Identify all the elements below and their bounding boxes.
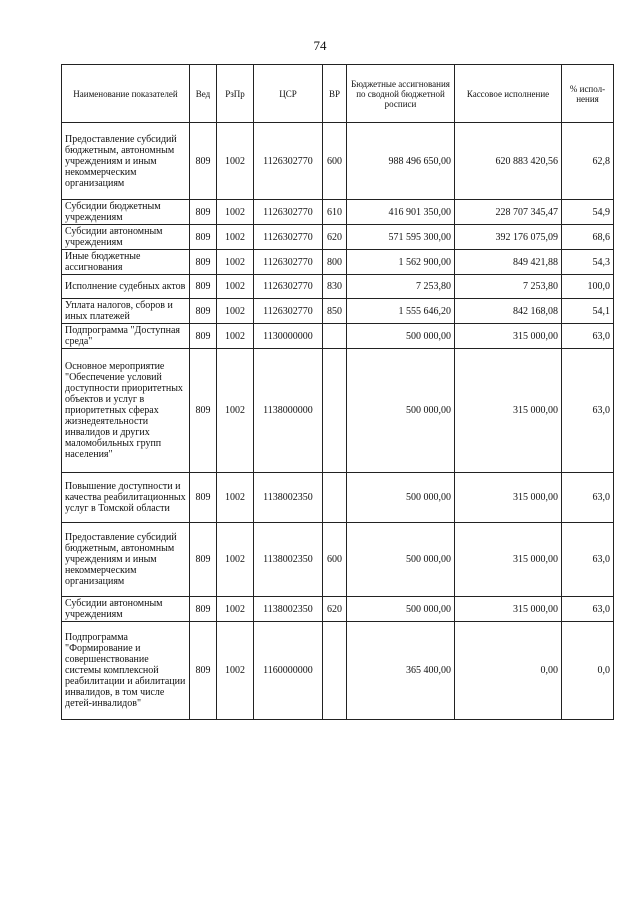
cell-name: Исполнение судебных актов xyxy=(62,275,190,299)
cell-ved: 809 xyxy=(190,299,217,324)
cell-pct: 63,0 xyxy=(562,597,614,622)
cell-vr: 620 xyxy=(323,597,347,622)
cell-name: Предоставление субсидий бюджетным, автономным учреждениям и иным некоммерческим организациям xyxy=(62,123,190,200)
cell-csr: 1160000000 xyxy=(254,622,323,720)
cell-budget: 1 555 646,20 xyxy=(347,299,455,324)
cell-cash: 315 000,00 xyxy=(455,523,562,597)
cell-ved: 809 xyxy=(190,622,217,720)
cell-name: Предоставление субсидий бюджетным, автономным учреждениям и иным некоммерческим организациям xyxy=(62,523,190,597)
cell-cash: 7 253,80 xyxy=(455,275,562,299)
cell-csr: 1126302770 xyxy=(254,225,323,250)
cell-budget: 7 253,80 xyxy=(347,275,455,299)
cell-budget: 365 400,00 xyxy=(347,622,455,720)
table-row xyxy=(62,622,614,720)
cell-name: Подпрограмма "Доступная среда" xyxy=(62,324,190,349)
cell-ved: 809 xyxy=(190,250,217,275)
cell-csr: 1126302770 xyxy=(254,299,323,324)
cell-cash: 392 176 075,09 xyxy=(455,225,562,250)
table-row xyxy=(62,123,614,200)
cell-rzpr: 1002 xyxy=(217,349,254,473)
header-ved: Вед xyxy=(190,65,217,123)
cell-rzpr: 1002 xyxy=(217,622,254,720)
cell-csr: 1126302770 xyxy=(254,123,323,200)
cell-rzpr: 1002 xyxy=(217,123,254,200)
cell-pct: 63,0 xyxy=(562,324,614,349)
cell-budget: 571 595 300,00 xyxy=(347,225,455,250)
table-row xyxy=(62,523,614,597)
cell-rzpr: 1002 xyxy=(217,200,254,225)
cell-vr: 620 xyxy=(323,225,347,250)
header-pct: % испол-нения xyxy=(562,65,614,123)
cell-ved: 809 xyxy=(190,349,217,473)
cell-vr xyxy=(323,349,347,473)
cell-cash: 849 421,88 xyxy=(455,250,562,275)
cell-pct: 100,0 xyxy=(562,275,614,299)
table-row xyxy=(62,597,614,622)
cell-vr: 800 xyxy=(323,250,347,275)
cell-pct: 63,0 xyxy=(562,523,614,597)
cell-vr xyxy=(323,473,347,523)
table-row xyxy=(62,200,614,225)
cell-rzpr: 1002 xyxy=(217,250,254,275)
cell-name: Иные бюджетные ассигнования xyxy=(62,250,190,275)
header-name: Наименование показателей xyxy=(62,65,190,123)
table-row xyxy=(62,250,614,275)
cell-csr: 1138002350 xyxy=(254,523,323,597)
cell-budget: 416 901 350,00 xyxy=(347,200,455,225)
cell-ved: 809 xyxy=(190,200,217,225)
cell-cash: 620 883 420,56 xyxy=(455,123,562,200)
cell-vr: 600 xyxy=(323,123,347,200)
cell-pct: 54,1 xyxy=(562,299,614,324)
cell-cash: 315 000,00 xyxy=(455,324,562,349)
cell-name: Субсидии автономным учреждениям xyxy=(62,225,190,250)
cell-budget: 500 000,00 xyxy=(347,523,455,597)
cell-cash: 315 000,00 xyxy=(455,349,562,473)
header-vr: ВР xyxy=(323,65,347,123)
cell-vr xyxy=(323,622,347,720)
cell-csr: 1130000000 xyxy=(254,324,323,349)
header-cash: Кассовое исполнение xyxy=(455,65,562,123)
cell-budget: 500 000,00 xyxy=(347,473,455,523)
cell-rzpr: 1002 xyxy=(217,275,254,299)
cell-rzpr: 1002 xyxy=(217,473,254,523)
budget-execution-table xyxy=(61,64,614,720)
cell-ved: 809 xyxy=(190,324,217,349)
cell-pct: 68,6 xyxy=(562,225,614,250)
cell-vr: 610 xyxy=(323,200,347,225)
cell-pct: 54,3 xyxy=(562,250,614,275)
cell-rzpr: 1002 xyxy=(217,523,254,597)
cell-rzpr: 1002 xyxy=(217,324,254,349)
table-row xyxy=(62,349,614,473)
cell-cash: 0,00 xyxy=(455,622,562,720)
cell-csr: 1138000000 xyxy=(254,349,323,473)
cell-pct: 62,8 xyxy=(562,123,614,200)
cell-pct: 63,0 xyxy=(562,349,614,473)
header-budget: Бюджетные ассигнования по сводной бюджетной росписи xyxy=(347,65,455,123)
table-row xyxy=(62,324,614,349)
cell-ved: 809 xyxy=(190,597,217,622)
cell-csr: 1126302770 xyxy=(254,275,323,299)
table-body xyxy=(62,123,614,720)
cell-cash: 315 000,00 xyxy=(455,473,562,523)
cell-name: Уплата налогов, сборов и иных платежей xyxy=(62,299,190,324)
cell-pct: 0,0 xyxy=(562,622,614,720)
cell-cash: 842 168,08 xyxy=(455,299,562,324)
cell-ved: 809 xyxy=(190,523,217,597)
cell-rzpr: 1002 xyxy=(217,225,254,250)
cell-budget: 500 000,00 xyxy=(347,324,455,349)
header-csr: ЦСР xyxy=(254,65,323,123)
cell-rzpr: 1002 xyxy=(217,597,254,622)
table-row xyxy=(62,275,614,299)
cell-ved: 809 xyxy=(190,473,217,523)
cell-pct: 63,0 xyxy=(562,473,614,523)
cell-rzpr: 1002 xyxy=(217,299,254,324)
cell-cash: 315 000,00 xyxy=(455,597,562,622)
cell-name: Подпрограмма "Формирование и совершенствование системы комплексной реабилитации и абилитации инвалидов, в том числе детей-инвалидов" xyxy=(62,622,190,720)
cell-budget: 500 000,00 xyxy=(347,597,455,622)
cell-csr: 1138002350 xyxy=(254,473,323,523)
cell-vr: 830 xyxy=(323,275,347,299)
table-header-row xyxy=(62,65,614,123)
cell-budget: 988 496 650,00 xyxy=(347,123,455,200)
cell-ved: 809 xyxy=(190,123,217,200)
table-row xyxy=(62,225,614,250)
table-row xyxy=(62,299,614,324)
cell-name: Субсидии бюджетным учреждениям xyxy=(62,200,190,225)
cell-csr: 1126302770 xyxy=(254,200,323,225)
cell-ved: 809 xyxy=(190,225,217,250)
cell-cash: 228 707 345,47 xyxy=(455,200,562,225)
cell-ved: 809 xyxy=(190,275,217,299)
cell-pct: 54,9 xyxy=(562,200,614,225)
cell-vr: 600 xyxy=(323,523,347,597)
cell-name: Субсидии автономным учреждениям xyxy=(62,597,190,622)
page-number: 74 xyxy=(313,38,327,53)
cell-budget: 500 000,00 xyxy=(347,349,455,473)
cell-vr: 850 xyxy=(323,299,347,324)
header-rzpr: РзПр xyxy=(217,65,254,123)
cell-name: Повышение доступности и качества реабилитационных услуг в Томской области xyxy=(62,473,190,523)
cell-csr: 1138002350 xyxy=(254,597,323,622)
cell-budget: 1 562 900,00 xyxy=(347,250,455,275)
cell-vr xyxy=(323,324,347,349)
cell-name: Основное мероприятие "Обеспечение условий доступности приоритетных объектов и услуг в приоритетных сферах жизнедеятельности инвалидов и других маломобильных групп населения" xyxy=(62,349,190,473)
table-row xyxy=(62,473,614,523)
cell-csr: 1126302770 xyxy=(254,250,323,275)
